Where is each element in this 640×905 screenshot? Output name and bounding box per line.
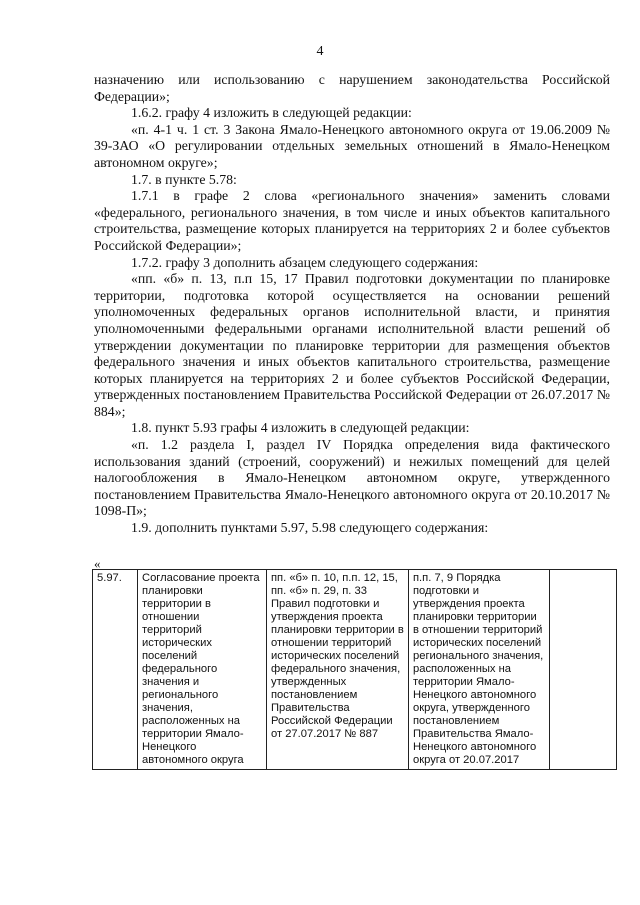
opening-quote-mark: « [94,556,101,571]
cell-regional-basis: п.п. 7, 9 Порядка подготовки и утверждения проекта планировки территории в отношении территорий исторических поселений регионального значения, расположенных на территории Ямало-Ненецкого автономного округа, утвержденного постановлением Правительства Ямало-Ненецкого автономного округа от 20.07.2017 [409,570,550,770]
page-number: 4 [316,44,324,59]
cell-empty [550,570,617,770]
amendment-table [92,569,617,770]
cell-service-name: Согласование проекта планировки территории в отношении территорий исторических поселений федерального значения и регионального значения, расположенных на территории Ямало-Ненецкого автономного округа [138,570,267,770]
paragraph-1-7-1: 1.7.1 в графе 2 слова «регионального значения» заменить словами «федерального, регионального значения, в том числе и иных объектов капитального строительства, размещение которых планируется на территориях 2 и более субъектов Российской Федерации»; [94,188,610,253]
paragraph-1-9: 1.9. дополнить пунктами 5.97, 5.98 следующего содержания: [131,520,489,536]
paragraph-1-7-2: 1.7.2. графу 3 дополнить абзацем следующего содержания: [131,254,479,270]
paragraph-continuation: назначению или использованию с нарушением законодательства Российской Федерации»; [94,72,610,104]
paragraph-quote-order: «п. 1.2 раздела I, раздел IV Порядка определения вида фактического использования зданий (строений, сооружений) и нежилых помещений для целей налогообложения в Ямало-Ненецком автономном округе, утвержденного постановлением Правительства Ямало-Ненецкого автономного округа от 20.10.2017 № 1098-П»; [94,437,610,519]
cell-federal-basis: пп. «б» п. 10, п.п. 12, 15, пп. «б» п. 29, п. 33 Правил подготовки и утверждения проекта планировки территории в отношении территорий исторических поселений федерального значения, утвержденных постановлением Правительства Российской Федерации от 27.07.2017 № 887 [267,570,409,770]
table-row [93,570,617,770]
paragraph-quote-law: «п. 4-1 ч. 1 ст. 3 Закона Ямало-Ненецкого автономного округа от 19.06.2009 № 39-ЗАО «О регулировании отдельных земельных отношений в Ямало-Ненецком автономном округе»; [94,121,610,170]
cell-number: 5.97. [93,570,138,770]
paragraph-1-7: 1.7. в пункте 5.78: [131,171,237,187]
paragraph-1-8: 1.8. пункт 5.93 графы 4 изложить в следующей редакции: [131,420,470,436]
document-body [94,72,610,537]
paragraph-quote-rules: «пп. «б» п. 13, п.п 15, 17 Правил подготовки документации по планировке территории, подготовка которой осуществляется на основании решений уполномоченных федеральных органов исполнительной власти, и принятия уполномоченными федеральными органами исполнительной власти решений об утверждении документации по планировке территории для размещения объектов федерального значения и иных объектов капитального строительства, размещение которых планируется на территориях 2 и более субъектов Российской Федерации, утвержденных постановлением Правительства Российской Федерации от 26.07.2017 № 884»; [94,271,610,419]
paragraph-1-6-2: 1.6.2. графу 4 изложить в следующей редакции: [131,105,412,121]
